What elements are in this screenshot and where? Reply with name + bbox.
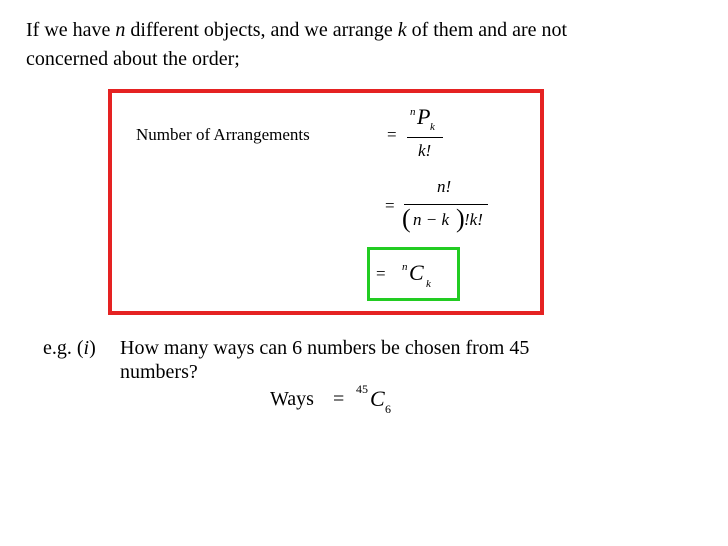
ways-sup-45: 45 xyxy=(356,382,368,396)
result-C: C xyxy=(409,260,424,285)
example-question-line-1: How many ways can 6 numbers be chosen from 45 xyxy=(120,337,530,359)
example-index: i xyxy=(83,337,90,359)
equals-1: = xyxy=(387,125,397,144)
equals-3: = xyxy=(376,264,386,283)
example-label xyxy=(43,337,96,360)
arrangements-label: Number of Arrangements xyxy=(136,125,310,144)
frac2-den-tail: !k! xyxy=(464,210,483,229)
intro-var-n: n xyxy=(115,19,126,41)
example-question-line-2: numbers? xyxy=(120,361,198,383)
frac2-paren-open: ( xyxy=(402,204,411,233)
frac1-sub-k: k xyxy=(430,121,435,133)
frac1-den: k! xyxy=(418,141,432,160)
frac2-den-inner: n − k xyxy=(413,210,450,229)
intro-text-c: of them and are not xyxy=(406,19,568,41)
formula-box xyxy=(108,89,544,315)
frac2-num: n! xyxy=(437,177,452,196)
result-sup-n: n xyxy=(402,261,408,273)
ways-C: C xyxy=(370,386,385,411)
frac2-paren-close: ) xyxy=(456,204,465,233)
ways-sub-6: 6 xyxy=(385,402,391,416)
example-prefix-close: ) xyxy=(89,337,96,359)
intro-text-a: If we have xyxy=(26,19,116,41)
intro-line-1 xyxy=(26,19,567,42)
result-sub-k: k xyxy=(426,278,431,290)
ways-equals: = xyxy=(333,388,345,410)
ways-label: Ways xyxy=(270,388,314,410)
example-prefix: e.g. ( xyxy=(43,337,84,359)
intro-var-k: k xyxy=(397,19,407,41)
intro-line-2: concerned about the order; xyxy=(26,48,240,70)
frac1-P: P xyxy=(417,104,431,129)
intro-text-b: different objects, and we arrange xyxy=(125,19,398,41)
frac1-bar xyxy=(407,137,443,138)
frac1-sup-n: n xyxy=(410,106,416,118)
frac2-bar xyxy=(404,204,488,205)
equals-2: = xyxy=(385,196,395,215)
